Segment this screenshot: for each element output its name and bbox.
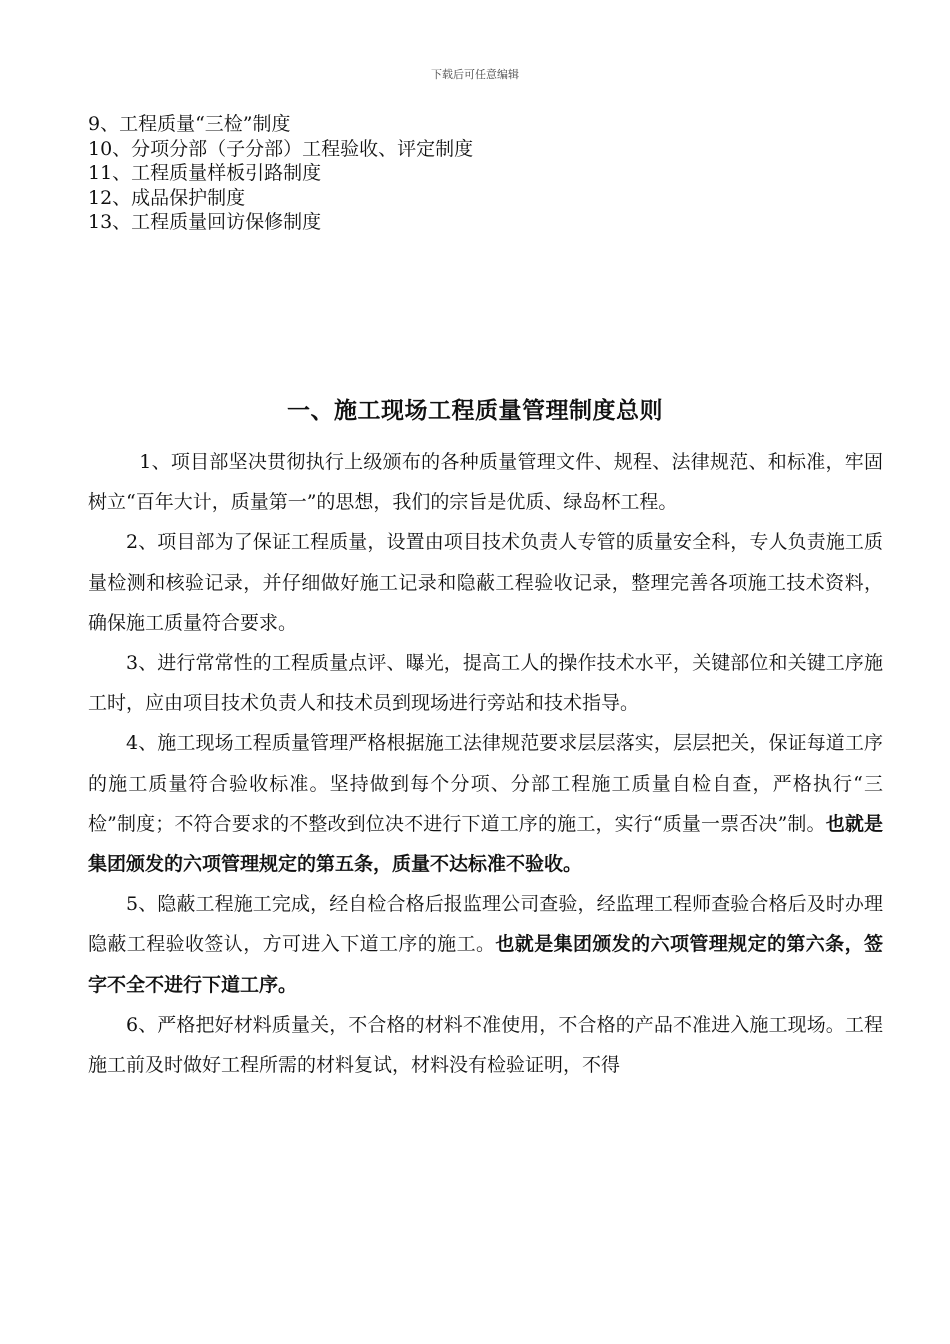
paragraph-text: 4、施工现场工程质量管理严格根据施工法律规范要求层层落实，层层把关，保证每道工序的施工质量符合验收标准。坚持做到每个分项、分部工程施工质量自检自查，严格执行“三检”制度；不符合要求的不整改到位决不进行下道工序的施工，实行“质量一票否决”制。 — [88, 732, 883, 835]
paragraph-text: 6、严格把好材料质量关，不合格的材料不准使用，不合格的产品不准进入施工现场。工程施工前及时做好工程所需的材料复试，材料没有检验证明，不得 — [88, 1013, 883, 1077]
section-title: 一、施工现场工程质量管理制度总则 — [287, 397, 663, 424]
toc-item: 12、成品保护制度 — [88, 186, 246, 209]
paragraph-2 — [88, 522, 883, 643]
paragraph-bold-text: 也就是集团颁发的六项管理规定的第六条，签字不全不进行下道工序。 — [88, 933, 883, 996]
paragraph-4 — [88, 723, 883, 884]
paragraph-bold-text: 也就是集团颁发的六项管理规定的第五条，质量不达标准不验收。 — [88, 812, 883, 876]
toc-item: 11、工程质量样板引路制度 — [88, 162, 322, 184]
toc-item: 9、工程质量“三检”制度 — [88, 113, 291, 135]
section-body — [88, 442, 883, 1085]
paragraph-text: 1、项目部坚决贯彻执行上级颁布的各种质量管理文件、规程、法律规范、和标准，牢固树立“百年大计，质量第一”的思想，我们的宗旨是优质、绿岛杯工程。 — [88, 451, 883, 514]
paragraph-1 — [88, 442, 883, 522]
toc-list — [88, 112, 788, 235]
paragraph-text: 5、隐蔽工程施工完成，经自检合格后报监理公司查验，经监理工程师查验合格后及时办理隐蔽工程验收签认，方可进入下道工序的施工。 — [88, 893, 883, 956]
toc-item: 13、工程质量回访保修制度 — [88, 211, 322, 233]
toc-item: 10、分项分部（子分部）工程验收、评定制度 — [88, 137, 474, 160]
paragraph-5 — [88, 884, 883, 1005]
watermark-text: 下载后可任意编辑 — [431, 68, 519, 81]
paragraph-text: 2、项目部为了保证工程质量，设置由项目技术负责人专管的质量安全科，专人负责施工质量检测和核验记录，并仔细做好施工记录和隐蔽工程验收记录，整理完善各项施工技术资料，确保施工质量符合要求。 — [88, 531, 883, 634]
paragraph-text: 3、进行常常性的工程质量点评、曝光，提高工人的操作技术水平，关键部位和关键工序施工时，应由项目技术负责人和技术员到现场进行旁站和技术指导。 — [88, 652, 883, 715]
paragraph-6 — [88, 1005, 883, 1085]
paragraph-3 — [88, 643, 883, 723]
